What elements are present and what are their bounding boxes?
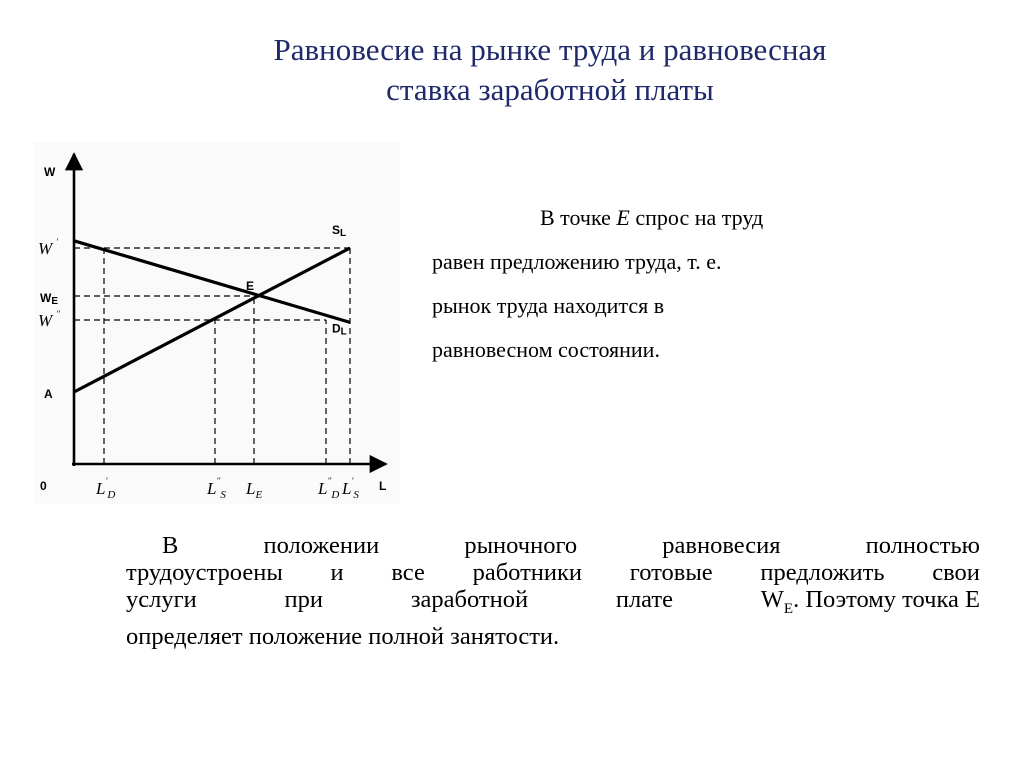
conclusion-line-2-word: и	[330, 559, 344, 586]
conclusion-line-4: определяет положение полной занятости.	[126, 622, 560, 650]
conclusion-line-1-word: В	[162, 532, 179, 559]
series-label-DL: DL	[332, 321, 347, 338]
series-label-SL: SL	[332, 223, 347, 239]
conclusion-line-2-word: предложить	[760, 559, 885, 586]
explanation-line-1	[432, 196, 892, 240]
conclusion-line-1-word: равновесия	[662, 532, 781, 559]
conclusion-line-3-word: плате	[615, 586, 674, 613]
conclusion-line-1-word: рыночного	[464, 532, 578, 559]
x-axis-label: L	[379, 479, 387, 493]
conclusion-line-2-word: трудоустроены	[126, 559, 283, 586]
series-DL	[74, 241, 350, 323]
wage-we-text: $W_E$. Поэтому точка E	[760, 586, 980, 617]
explanation-line-3: рынок труда находится в	[432, 293, 665, 318]
y-tick-label-0: W '	[38, 237, 59, 258]
explanation-text	[432, 196, 892, 372]
y-axis-label: W	[44, 165, 56, 179]
conclusion-line-2-word: свои	[932, 559, 980, 586]
conclusion-line-2	[126, 559, 980, 586]
conclusion-line-1-word: полностью	[865, 532, 980, 559]
labor-market-chart	[34, 142, 400, 504]
conclusion-line-2-word: все	[391, 559, 425, 586]
conclusion-line-3	[126, 586, 980, 623]
y-tick-label-1: WE	[40, 291, 58, 307]
origin-label: 0	[40, 479, 47, 493]
conclusion-line-3-word: заработной	[410, 586, 529, 613]
conclusion-line-2-word: готовые	[629, 559, 713, 586]
conclusion-line-1	[126, 532, 980, 559]
explanation-line-4: равновесном состоянии.	[432, 337, 660, 362]
slide-title	[200, 30, 900, 110]
explanation-line-1-end: спрос на труд	[629, 205, 764, 230]
x-tick-label-0: $L'_D$	[96, 476, 116, 501]
x-tick-label-2: $L_E$	[246, 479, 263, 501]
conclusion-line-3-word: при	[284, 586, 324, 613]
title-line-2: ставка заработной платы	[386, 72, 714, 107]
y-tick-label-2: W ''	[38, 309, 61, 330]
x-tick-label-1: $L''_S$	[207, 476, 226, 501]
point-e-italic: E	[616, 205, 630, 230]
explanation-line-2: равен предложению труда, т. е.	[432, 249, 722, 274]
title-line-1: Равновесие на рынке труда и равновесная	[273, 32, 827, 67]
conclusion-line-2-word: работники	[472, 559, 583, 586]
x-tick-label-3: $L''_D$	[318, 476, 340, 501]
conclusion-line-3-word: услуги	[126, 586, 197, 613]
chart-svg	[34, 142, 400, 504]
x-tick-label-4: $L'_S$	[342, 476, 359, 501]
conclusion-line-1-word: положении	[263, 532, 380, 559]
conclusion-paragraph	[126, 532, 980, 650]
explanation-line-1-start: В точке	[540, 205, 617, 230]
intercept-label: A	[44, 387, 53, 401]
equilibrium-label: E	[246, 279, 255, 293]
